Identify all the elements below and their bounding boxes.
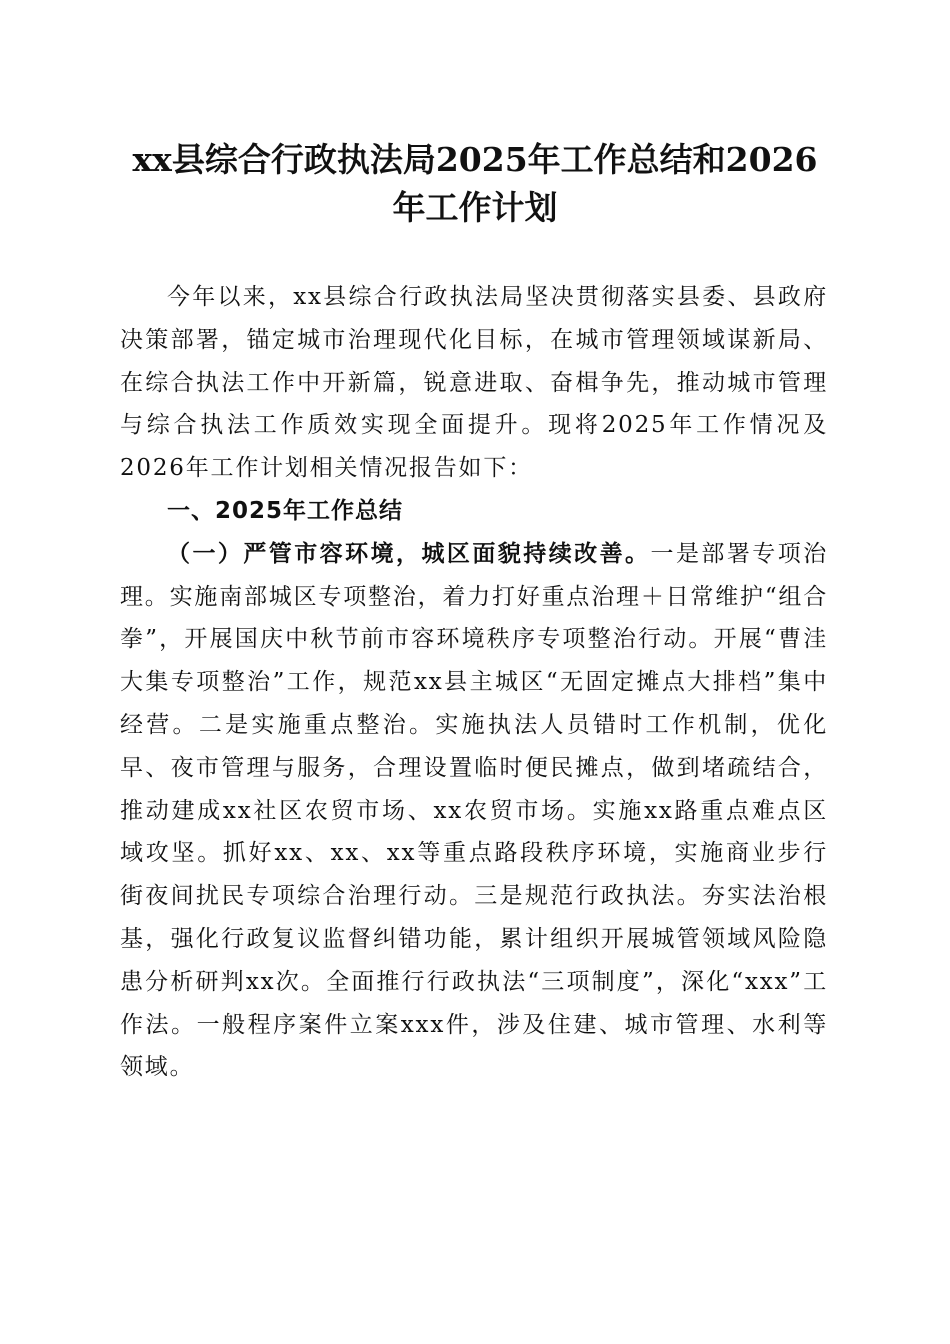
- section-heading-1: 一、2025年工作总结: [167, 497, 404, 524]
- title-line-1: xx县综合行政执法局2025年工作总结和2026: [132, 140, 818, 179]
- subsection-1-lead: （一）严管市容环境，城区面貌持续改善。: [167, 539, 651, 567]
- intro-paragraph: 今年以来，xx县综合行政执法局坚决贯彻落实县委、县政府决策部署，锚定城市治理现代化目标，在城市管理领域谋新局、在综合执法工作中开新篇，锐意进取、奋楫争先，推动城市管理与综合执法工作质效实现全面提升。现将2025年工作情况及2026年工作计划相关情况报告如下：: [120, 284, 828, 482]
- document-body: [120, 276, 828, 1089]
- subsection-1-body: 一是部署专项治理。实施南部城区专项整治，着力打好重点治理＋日常维护“组合拳”，开展国庆中秋节前市容环境秩序专项整治行动。开展“曹洼大集专项整治”工作，规范xx县主城区“无固定摊点大排档”集中经营。二是实施重点整治。实施执法人员错时工作机制，优化早、夜市管理与服务，合理设置临时便民摊点，做到堵疏结合，推动建成xx社区农贸市场、xx农贸市场。实施xx路重点难点区域攻坚。抓好xx、xx、xx等重点路段秩序环境，实施商业步行街夜间扰民专项综合治理行动。三是规范行政执法。夯实法治根基，强化行政复议监督纠错功能，累计组织开展城管领域风险隐患分析研判xx次。全面推行行政执法“三项制度”，深化“xxx”工作法。一般程序案件立案xxx件，涉及住建、城市管理、水利等领域。: [120, 540, 829, 1081]
- subsection-1-paragraph: [120, 533, 828, 1089]
- title-line-2: 年工作计划: [392, 188, 558, 227]
- document-title: [100, 136, 850, 232]
